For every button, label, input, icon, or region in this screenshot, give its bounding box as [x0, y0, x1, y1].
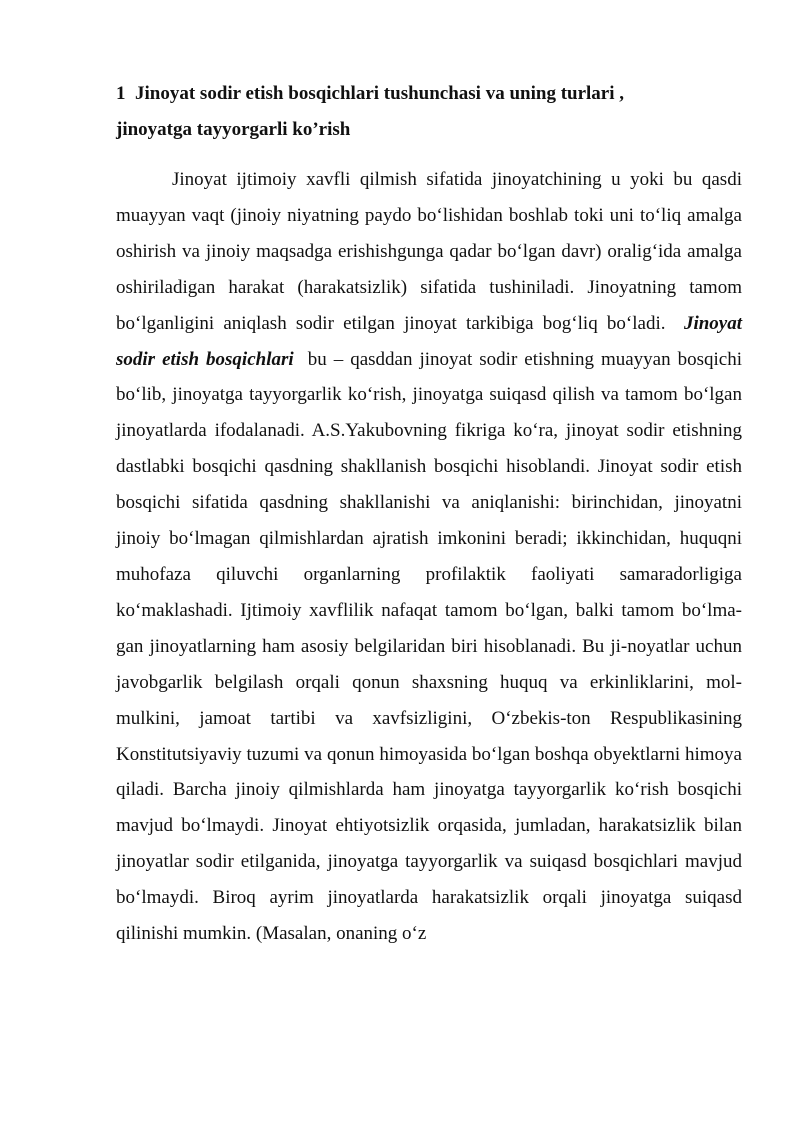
section-heading: [116, 76, 756, 148]
emphasized-term: Jinoyat sodir etish bosqichlari: [116, 312, 742, 370]
paragraph-text-2: bu – qasddan jinoyat sodir etishning muayyan bosqichi bo‘lib, jinoyatga tayyorgarlik ko‘rish, jinoyatga suiqasd qilish va tamom bo‘lgan jinoyatlarda ifodalanadi. A.S.Yakubovning fikriga ko‘ra, jinoyat sodir etishning dastlabki bosqichi qasdning shakllanish bosqichi hisoblandi. Jinoyat sodir etish bosqichi sifatida qasdning shakllanishi va aniqlanishi: birinchidan, jinoyatni jinoiy bo‘lmagan qilmishlardan ajratish imkonini beradi; ikkinchidan, huquqni muhofaza qiluvchi organlarning profilaktik faoliyati samaradorligiga ko‘maklashadi. Ijtimoiy xavflilik nafaqat tamom bo‘lgan, balki tamom bo‘lma-gan jinoyatlarning ham asosiy belgilaridan biri hisoblanadi. Bu ji-noyatlar uchun javobgarlik belgilash orqali qonun shaxsning huquq va erkinliklarini, mol-mulkini, jamoat tartibi va xavfsizligini, O‘zbekis-ton Respublikasining Konstitutsiyaviy tuzumi va qonun himoyasida bo‘lgan boshqa obyektlarni himoya qiladi. Barcha jinoiy qilmishlarda ham jinoyatga tayyorgarlik ko‘rish bosqichi mavjud bo‘lmaydi. Jinoyat ehtiyotsizlik orqasida, jumladan, harakatsizlik bilan jinoyatlar sodir etilganida, jinoyatga tayyorgarlik va suiqasd bosqichlari mavjud bo‘lmaydi. Biroq ayrim jinoyatlarda harakatsizlik orqali jinoyatga suiqasd qilinishi mumkin. (Masalan, onaning o‘z: [116, 348, 742, 945]
section-title-line1: Jinoyat sodir etish bosqichlari tushunchasi va uning turlari ,: [135, 83, 625, 104]
section-number: 1: [116, 83, 126, 104]
body-paragraph: [116, 162, 742, 952]
paragraph-text-1: Jinoyat ijtimoiy xavfli qilmish sifatida jinoyatchining u yoki bu qasdi muayyan vaqt (jinoiy niyatning paydo bo‘lishidan boshlab toki uni to‘liq amalga oshirish va jinoiy maqsadga erishishgunga qadar bo‘lgan davr) oralig‘ida amalga oshiriladigan harakat (harakatsizlik) sifatida tushiniladi. Jinoyatning tamom bo‘lganligini aniqlash sodir etilgan jinoyat tarkibiga bog‘liq bo‘ladi.: [116, 169, 742, 334]
section-title-line2: jinoyatga tayyorgarli ko’rish: [116, 119, 351, 140]
